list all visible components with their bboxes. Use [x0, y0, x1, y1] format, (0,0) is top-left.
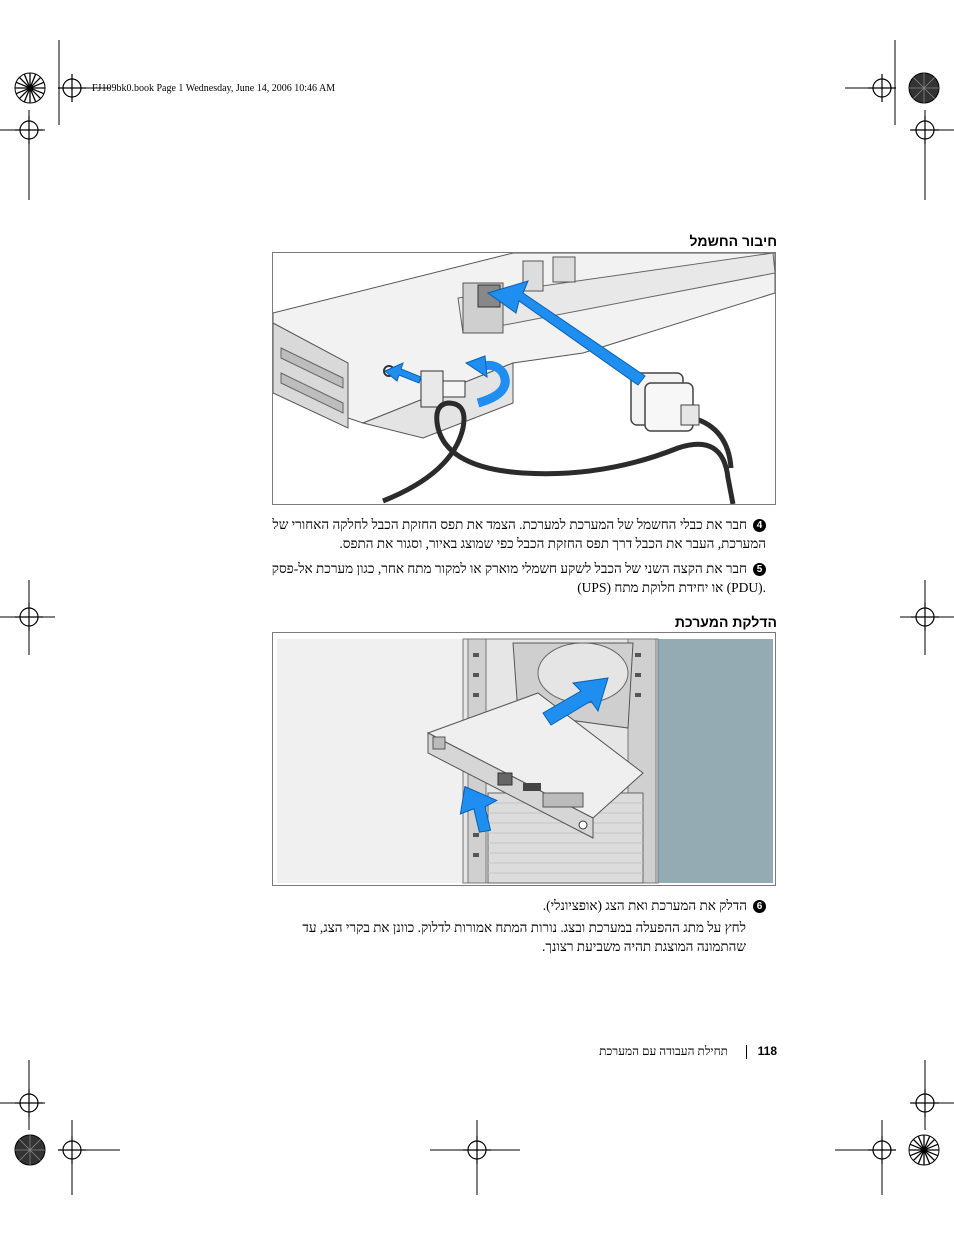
- step-6-instruction: [206, 896, 766, 915]
- step-4-line-1: [206, 515, 766, 534]
- footer-divider: [746, 1045, 747, 1059]
- step-6-line-1: [206, 896, 766, 915]
- step-4-instruction: [206, 515, 766, 553]
- figure-power-cable-connection: [272, 252, 776, 505]
- step-5-line-2: (UPS) או יחידת חלוקת מתח (PDU).: [577, 580, 766, 595]
- step-6-details: [206, 918, 746, 956]
- step-6-line-3: שהתמונה המוצגת תהיה משביעת רצונך.: [542, 939, 746, 954]
- step-6-text-1: הדלק את המערכת ואת הצג (אופציונלי).: [542, 898, 747, 913]
- section-heading-power: חיבור החשמל: [689, 233, 777, 249]
- figure-turning-on-system: [272, 632, 776, 886]
- step-5-text-1: חבר את הקצה השני של הכבל לשקע חשמלי מוארק או למקור מתח אחר, כגון מערכת אל-פסק: [271, 561, 747, 576]
- step-6-line-2: לחץ על מתג ההפעלה במערכת ובצג. נורות המתח אמורות לדלוק. כוונן את בקרי הצג, עד: [302, 920, 746, 935]
- step-5-line-1: [206, 559, 766, 578]
- page-number: 118: [757, 1044, 777, 1058]
- step-4-number: 4: [753, 519, 766, 532]
- step-5-number: 5: [753, 563, 766, 576]
- step-4-text-1: חבר את כבלי החשמל של המערכת למערכת. הצמד את תפס החזקת הכבל לחלקה האחורי של: [272, 517, 747, 532]
- footer-chapter-title: תחילת העבודה עם המערכת: [599, 1044, 728, 1058]
- step-4-line-2: המערכת, העבר את הכבל דרך תפס החזקת הכבל כפי שמוצג באיור, וסגור את התפס.: [339, 536, 766, 551]
- section-heading-turn-on: הדלקת המערכת: [674, 614, 777, 630]
- print-header-info: FJ109bk0.book Page 1 Wednesday, June 14, 2006 10:46 AM: [92, 83, 336, 94]
- step-6-number: 6: [753, 900, 766, 913]
- page-footer: [560, 1043, 780, 1063]
- step-5-instruction: [206, 559, 766, 597]
